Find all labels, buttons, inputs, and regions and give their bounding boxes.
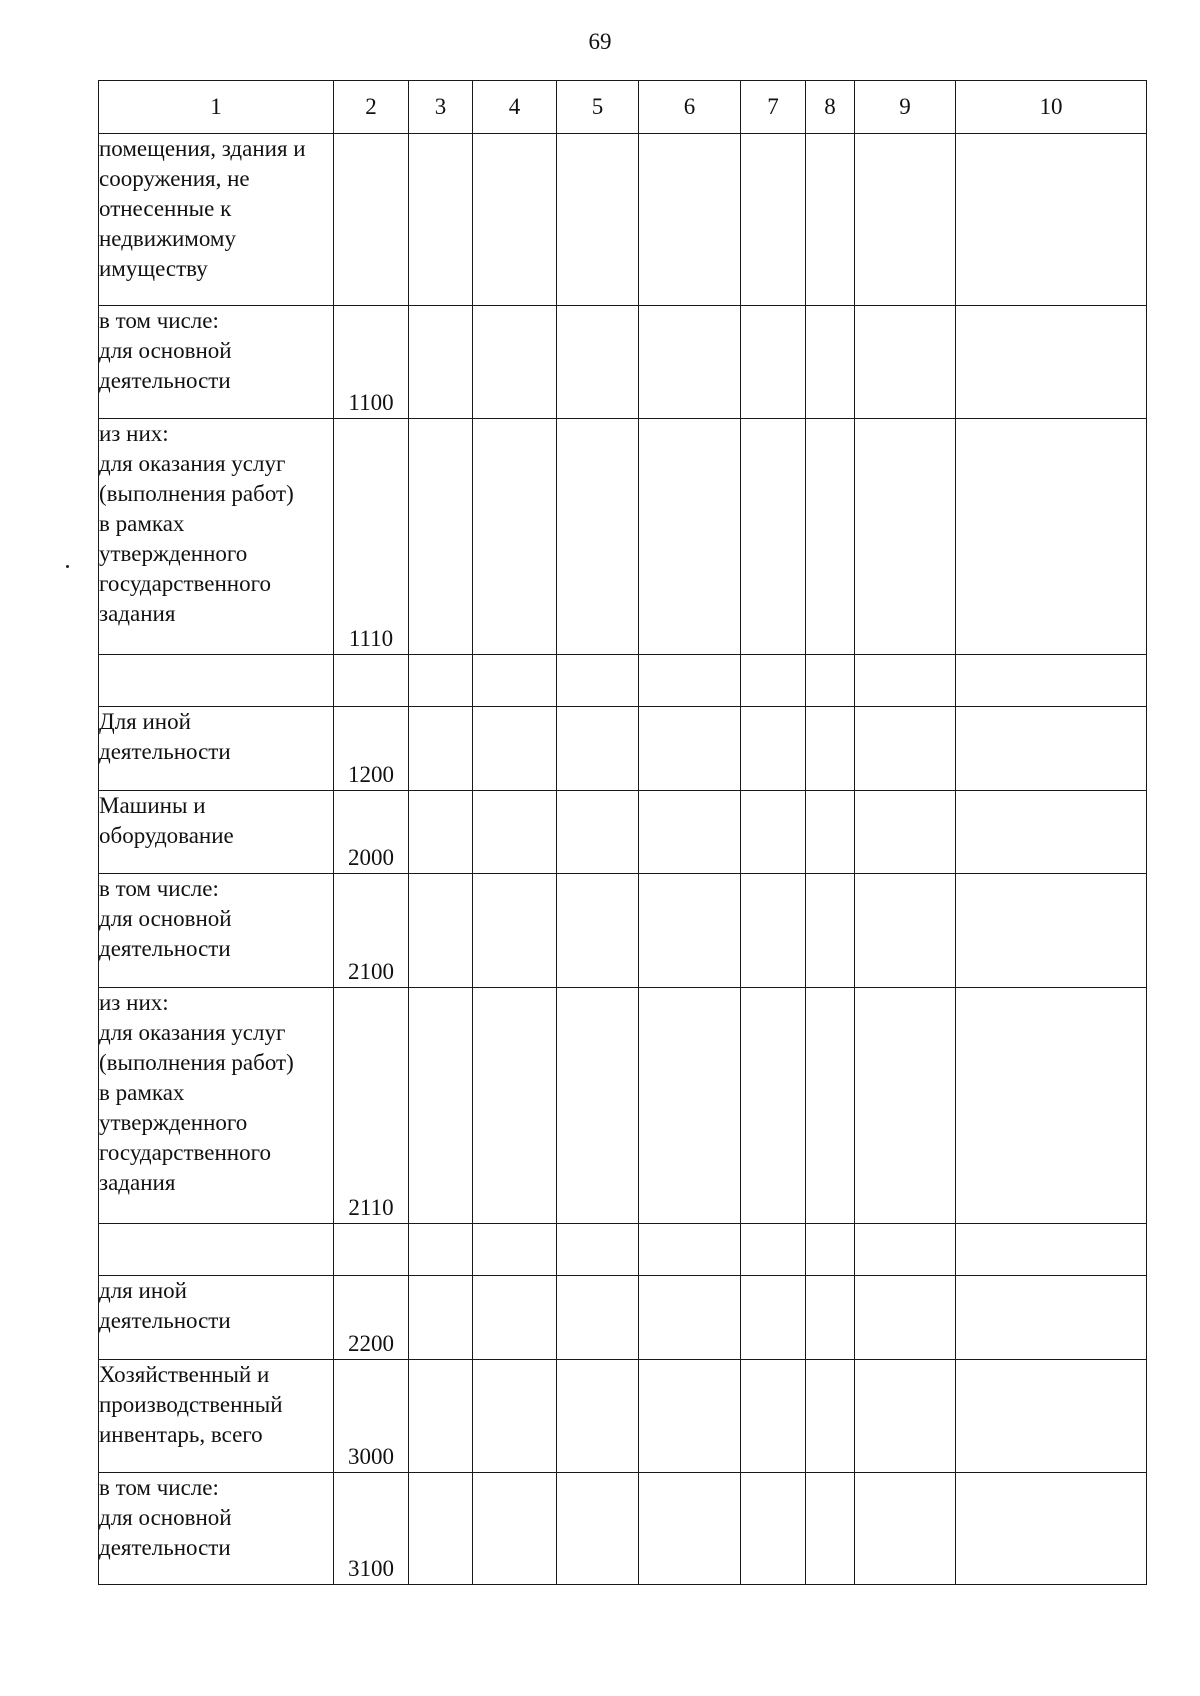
table-row (99, 1276, 1147, 1360)
table-row (99, 791, 1147, 874)
column-header-5: 5 (557, 81, 639, 134)
data-cell-col-7 (741, 874, 806, 988)
data-cell-col-3 (409, 306, 473, 419)
data-cell-col-8 (806, 791, 855, 874)
data-cell-col-7 (741, 707, 806, 791)
data-cell-col-7 (741, 655, 806, 707)
row-label: в том числе: для основной деятельности (99, 874, 334, 988)
data-cell-col-8 (806, 1224, 855, 1276)
column-header-6: 6 (639, 81, 741, 134)
row-code: 2200 (334, 1276, 409, 1360)
row-code: 1100 (334, 306, 409, 419)
data-cell-col-5 (557, 1224, 639, 1276)
data-cell-col-9 (855, 1473, 956, 1585)
row-code: 2000 (334, 791, 409, 874)
data-cell-col-3 (409, 707, 473, 791)
data-cell-col-3 (409, 1276, 473, 1360)
data-cell-col-6 (639, 791, 741, 874)
column-header-8: 8 (806, 81, 855, 134)
data-cell-col-6 (639, 1224, 741, 1276)
row-code: 1200 (334, 707, 409, 791)
row-label: помещения, здания и сооружения, не отнесенные к недвижимому имуществу (99, 134, 334, 306)
data-cell-col-10 (956, 707, 1147, 791)
row-label: из них: для оказания услуг (выполнения работ) в рамках утвержденного государственного задания (99, 419, 334, 655)
data-cell-col-9 (855, 707, 956, 791)
data-cell-col-5 (557, 1276, 639, 1360)
data-cell-col-9 (855, 655, 956, 707)
table-row (99, 306, 1147, 419)
data-cell-col-3 (409, 874, 473, 988)
row-label: Машины и оборудование (99, 791, 334, 874)
data-cell-col-4 (473, 655, 557, 707)
data-cell-col-6 (639, 419, 741, 655)
data-cell-col-6 (639, 988, 741, 1224)
column-header-7: 7 (741, 81, 806, 134)
data-cell-col-8 (806, 874, 855, 988)
data-cell-col-3 (409, 988, 473, 1224)
column-header-9: 9 (855, 81, 956, 134)
table-row (99, 134, 1147, 306)
table-row (99, 874, 1147, 988)
data-cell-col-7 (741, 791, 806, 874)
data-cell-col-4 (473, 1276, 557, 1360)
data-cell-col-8 (806, 988, 855, 1224)
data-cell-col-5 (557, 306, 639, 419)
row-label: Хозяйственный и производственный инвентарь, всего (99, 1360, 334, 1473)
row-label: для иной деятельности (99, 1276, 334, 1360)
data-cell-col-9 (855, 874, 956, 988)
row-code: 2110 (334, 988, 409, 1224)
data-cell-col-9 (855, 988, 956, 1224)
data-cell-col-3 (409, 1224, 473, 1276)
data-cell-col-10 (956, 1276, 1147, 1360)
data-cell-col-3 (409, 1360, 473, 1473)
row-label: Для иной деятельности (99, 707, 334, 791)
data-cell-col-10 (956, 655, 1147, 707)
data-cell-col-4 (473, 419, 557, 655)
table-row (99, 1473, 1147, 1585)
data-cell-col-7 (741, 134, 806, 306)
data-cell-col-5 (557, 134, 639, 306)
row-code (334, 134, 409, 306)
table-row (99, 707, 1147, 791)
data-cell-col-7 (741, 988, 806, 1224)
data-cell-col-7 (741, 1360, 806, 1473)
data-cell-col-8 (806, 306, 855, 419)
data-cell-col-8 (806, 1360, 855, 1473)
data-cell-col-8 (806, 707, 855, 791)
data-cell-col-4 (473, 134, 557, 306)
data-cell-col-10 (956, 306, 1147, 419)
data-cell-col-4 (473, 1360, 557, 1473)
data-cell-col-10 (956, 988, 1147, 1224)
data-cell-col-6 (639, 134, 741, 306)
data-cell-col-6 (639, 306, 741, 419)
data-cell-col-4 (473, 988, 557, 1224)
data-cell-col-6 (639, 1276, 741, 1360)
table-row (99, 988, 1147, 1224)
row-code: 3100 (334, 1473, 409, 1585)
row-label: в том числе: для основной деятельности (99, 306, 334, 419)
data-cell-col-4 (473, 1473, 557, 1585)
data-cell-col-9 (855, 1360, 956, 1473)
data-cell-col-9 (855, 1224, 956, 1276)
column-header-2: 2 (334, 81, 409, 134)
data-cell-col-5 (557, 874, 639, 988)
data-cell-col-3 (409, 134, 473, 306)
row-label: в том числе: для основной деятельности (99, 1473, 334, 1585)
row-code: 2100 (334, 874, 409, 988)
data-cell-col-6 (639, 874, 741, 988)
data-cell-col-7 (741, 306, 806, 419)
data-cell-col-5 (557, 1360, 639, 1473)
data-cell-col-5 (557, 655, 639, 707)
table-body (99, 134, 1147, 1585)
data-cell-col-10 (956, 419, 1147, 655)
page-number: 69 (588, 29, 612, 54)
data-cell-col-8 (806, 134, 855, 306)
row-code (334, 1224, 409, 1276)
data-cell-col-5 (557, 988, 639, 1224)
data-cell-col-10 (956, 791, 1147, 874)
data-cell-col-6 (639, 1473, 741, 1585)
table-row (99, 419, 1147, 655)
data-cell-col-10 (956, 1473, 1147, 1585)
report-table (98, 80, 1147, 1585)
data-cell-col-9 (855, 1276, 956, 1360)
data-cell-col-6 (639, 655, 741, 707)
data-cell-col-3 (409, 419, 473, 655)
data-cell-col-6 (639, 707, 741, 791)
data-cell-col-8 (806, 419, 855, 655)
row-label: из них: для оказания услуг (выполнения работ) в рамках утвержденного государственного задания (99, 988, 334, 1224)
data-cell-col-7 (741, 1224, 806, 1276)
table-row (99, 1360, 1147, 1473)
column-header-1: 1 (99, 81, 334, 134)
data-cell-col-10 (956, 134, 1147, 306)
row-code: 3000 (334, 1360, 409, 1473)
data-cell-col-6 (639, 1360, 741, 1473)
column-header-10: 10 (956, 81, 1147, 134)
data-cell-col-5 (557, 707, 639, 791)
data-cell-col-4 (473, 791, 557, 874)
data-cell-col-9 (855, 791, 956, 874)
data-cell-col-5 (557, 1473, 639, 1585)
data-cell-col-9 (855, 419, 956, 655)
table-row (99, 1224, 1147, 1276)
data-cell-col-4 (473, 1224, 557, 1276)
row-code (334, 655, 409, 707)
scan-artifact-dot (66, 565, 69, 568)
data-cell-col-4 (473, 707, 557, 791)
data-cell-col-9 (855, 134, 956, 306)
data-cell-col-10 (956, 874, 1147, 988)
data-cell-col-3 (409, 655, 473, 707)
data-cell-col-5 (557, 419, 639, 655)
row-code: 1110 (334, 419, 409, 655)
data-cell-col-5 (557, 791, 639, 874)
data-cell-col-4 (473, 874, 557, 988)
data-cell-col-8 (806, 1473, 855, 1585)
data-cell-col-3 (409, 791, 473, 874)
row-label (99, 1224, 334, 1276)
header-row (99, 81, 1147, 134)
data-cell-col-7 (741, 1473, 806, 1585)
data-cell-col-8 (806, 655, 855, 707)
row-label (99, 655, 334, 707)
data-cell-col-9 (855, 306, 956, 419)
data-cell-col-8 (806, 1276, 855, 1360)
data-cell-col-4 (473, 306, 557, 419)
data-cell-col-10 (956, 1224, 1147, 1276)
data-cell-col-10 (956, 1360, 1147, 1473)
data-cell-col-3 (409, 1473, 473, 1585)
data-cell-col-7 (741, 1276, 806, 1360)
table-row (99, 655, 1147, 707)
column-header-3: 3 (409, 81, 473, 134)
column-header-4: 4 (473, 81, 557, 134)
data-cell-col-7 (741, 419, 806, 655)
